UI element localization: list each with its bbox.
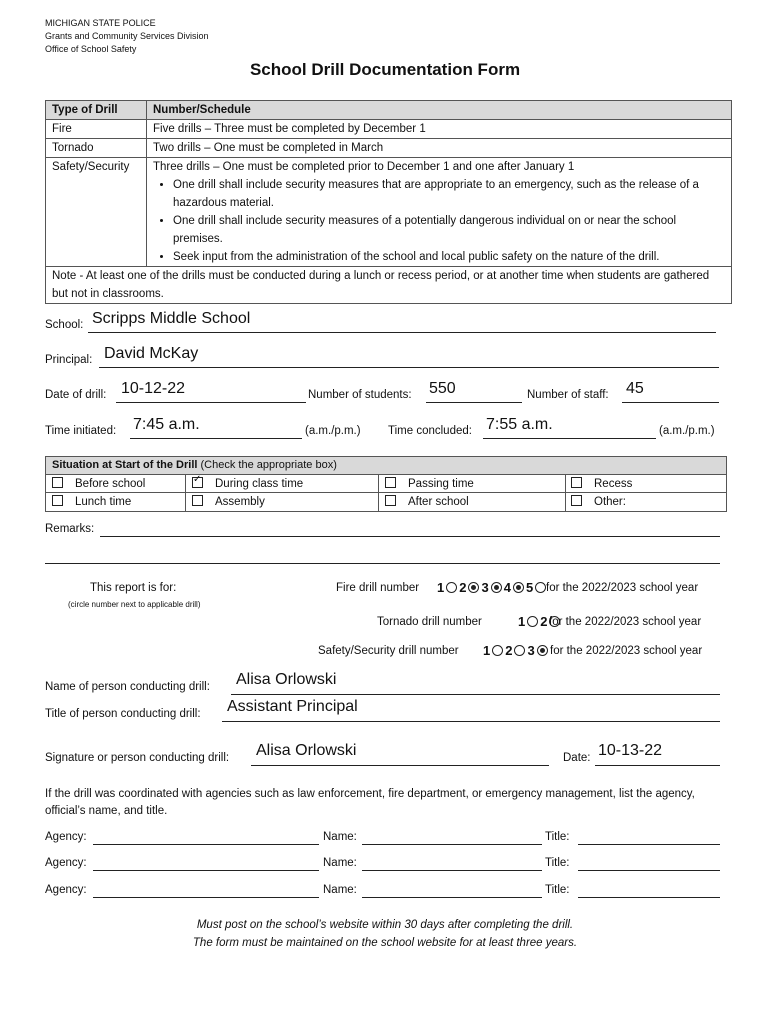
checkbox-icon[interactable] [385,477,396,488]
official-title-label: Title: [545,884,570,896]
school-input[interactable]: Scripps Middle School [92,310,251,327]
checkbox-icon[interactable] [571,495,582,506]
ampm-label: (a.m./p.m.) [659,425,715,437]
principal-label: Principal: [45,354,93,366]
official-name-input[interactable] [362,870,542,871]
agency-input[interactable] [93,897,319,898]
checkbox-icon[interactable] [571,477,582,488]
drill-number[interactable]: 2 [459,580,467,595]
checked-checkbox-icon[interactable] [192,477,203,488]
option-label: Assembly [215,496,265,508]
checkbox-icon[interactable] [385,495,396,506]
official-title-input[interactable] [578,870,720,871]
option-label: Lunch time [75,496,132,508]
safety-drill-label: Safety/Security drill number [318,645,459,657]
official-name-input[interactable] [362,844,542,845]
selected-circle-icon[interactable] [537,645,548,656]
situation-heading-note: (Check the appropriate box) [200,459,337,471]
footer-line1: Must post on the school’s website within 30 days after completing the drill. [196,919,574,931]
remarks-label: Remarks: [45,523,95,535]
principal-line [99,367,719,368]
form-title: School Drill Documentation Form [249,60,521,79]
sign-date-input[interactable]: 10-13-22 [598,742,663,759]
official-name-label: Name: [323,831,357,843]
conductor-name-line [231,694,720,695]
circle-icon[interactable] [492,645,503,656]
safety-type: Safety/Security [46,158,147,267]
official-title-input[interactable] [578,897,720,898]
option-passing-time[interactable] [385,477,474,490]
option-after-school[interactable] [385,495,469,508]
conductor-title-input[interactable]: Assistant Principal [227,698,358,715]
drill-number[interactable]: 5 [525,580,534,595]
situation-heading [46,457,726,475]
report-sublabel: (circle number next to applicable drill) [68,600,201,609]
option-label: Recess [594,478,633,490]
bullet-item: • Seek input from the administration of the school and local public safety on the nature of the drill. [173,248,725,266]
option-lunch-time[interactable] [52,495,131,508]
circle-icon[interactable] [446,582,457,593]
fire-drill-selector[interactable] [437,579,548,597]
conductor-name-input[interactable]: Alisa Orlowski [236,671,337,688]
agency-label: Agency: [45,857,87,869]
table-row [46,120,732,139]
drill-note: Note - At least one of the drills must be conducted during a lunch or recess period, or at another time when students are gathered but not in classrooms. [46,267,732,304]
option-assembly[interactable] [192,495,265,508]
safety-schedule-text: Three drills – One must be completed prior to December 1 and one after January 1 [153,161,575,173]
signature-line [251,765,549,766]
agency-name: MICHIGAN STATE POLICE [45,18,156,28]
drill-number[interactable]: 1 [518,614,526,629]
selected-circle-icon[interactable] [468,582,479,593]
remarks-input-line2[interactable] [45,563,720,564]
date-label: Date of drill: [45,389,107,401]
drill-schedule-table [45,100,732,304]
time-initiated-input[interactable]: 7:45 a.m. [133,416,200,433]
division-name: Grants and Community Services Division [45,31,209,41]
school-year-text: for the 2022/2023 school year [546,582,699,594]
safety-schedule [147,158,732,267]
school-line [88,332,716,333]
office-name: Office of School Safety [45,44,137,54]
conductor-title-line [222,721,720,722]
option-label: Passing time [408,478,474,490]
students-input[interactable]: 550 [429,380,456,397]
official-title-input[interactable] [578,844,720,845]
col-schedule-header: Number/Schedule [147,101,732,120]
conductor-name-label: Name of person conducting drill: [45,681,210,693]
drill-number[interactable]: 3 [481,580,489,595]
students-label: Number of students: [308,389,412,401]
official-title-label: Title: [545,857,570,869]
selected-circle-icon[interactable] [491,582,502,593]
drill-number[interactable]: 2 [505,643,513,658]
signature-label: Signature or person conducting drill: [45,752,230,764]
staff-label: Number of staff: [527,389,609,401]
remarks-input[interactable] [100,536,720,537]
school-year-text: for the 2022/2023 school year [550,645,703,657]
tornado-type: Tornado [46,139,147,158]
circle-icon[interactable] [535,582,546,593]
bullet-item: • One drill shall include security measures that are appropriate to an emergency, such as the release of a hazardous material. [173,176,725,212]
time-concluded-label: Time concluded: [388,425,472,437]
safety-drill-selector[interactable] [483,642,550,660]
option-during-class[interactable] [192,477,303,490]
situation-box [45,456,727,512]
time-concluded-input[interactable]: 7:55 a.m. [486,416,553,433]
agency-input[interactable] [93,870,319,871]
official-name-label: Name: [323,857,357,869]
checkbox-icon[interactable] [52,477,63,488]
col-type-header: Type of Drill [46,101,147,120]
school-year-text: for the 2022/2023 school year [549,616,702,628]
staff-input[interactable]: 45 [626,380,644,397]
option-label: Before school [75,478,146,490]
situation-heading-bold: Situation at Start of the Drill [52,459,198,471]
bullet-item: • One drill shall include security measures of a potentially dangerous individual on or near the school premises. [173,212,725,248]
report-label: This report is for: [90,582,177,594]
agency-input[interactable] [93,844,319,845]
official-title-label: Title: [545,831,570,843]
principal-input[interactable]: David McKay [104,345,199,362]
fire-type: Fire [46,120,147,139]
fire-schedule: Five drills – Three must be completed by December 1 [147,120,732,139]
signature-input[interactable]: Alisa Orlowski [256,742,357,759]
tornado-drill-label: Tornado drill number [377,616,482,628]
sign-date-label: Date: [563,752,591,764]
agency-intro: If the drill was coordinated with agencies such as law enforcement, fire department, or emergency management, list the agency, official’s name, and title. [45,788,695,817]
option-label: After school [408,496,469,508]
school-label: School: [45,319,84,331]
checkbox-icon[interactable] [52,495,63,506]
option-label: Other: [594,496,626,508]
table-row [46,158,732,267]
option-label: During class time [215,478,304,490]
footer-line2: The form must be maintained on the school website for at least three years. [192,937,578,949]
drill-number[interactable]: 3 [527,643,535,658]
agency-label: Agency: [45,831,87,843]
selected-circle-icon[interactable] [513,582,524,593]
table-row [46,139,732,158]
sign-date-line [595,765,720,766]
agency-label: Agency: [45,884,87,896]
drill-number[interactable]: 2 [540,614,548,629]
time-concluded-line [483,438,656,439]
drill-number[interactable]: 1 [437,580,445,595]
ampm-label: (a.m./p.m.) [305,425,361,437]
staff-line [622,402,719,403]
tornado-schedule: Two drills – One must be completed in March [147,139,732,158]
students-line [426,402,522,403]
conductor-title-label: Title of person conducting drill: [45,708,201,720]
official-name-input[interactable] [362,897,542,898]
circle-icon[interactable] [514,645,525,656]
checkbox-icon[interactable] [192,495,203,506]
date-input[interactable]: 10-12-22 [121,380,186,397]
time-initiated-label: Time initiated: [45,425,117,437]
fire-drill-label: Fire drill number [336,582,420,594]
drill-number[interactable]: 1 [483,643,491,658]
official-name-label: Name: [323,884,357,896]
option-recess[interactable] [571,477,632,490]
time-initiated-line [130,438,302,439]
option-other[interactable] [571,495,626,508]
date-line [116,402,306,403]
circle-icon[interactable] [527,616,538,627]
drill-number[interactable]: 4 [503,580,511,595]
option-before-school[interactable] [52,477,145,490]
